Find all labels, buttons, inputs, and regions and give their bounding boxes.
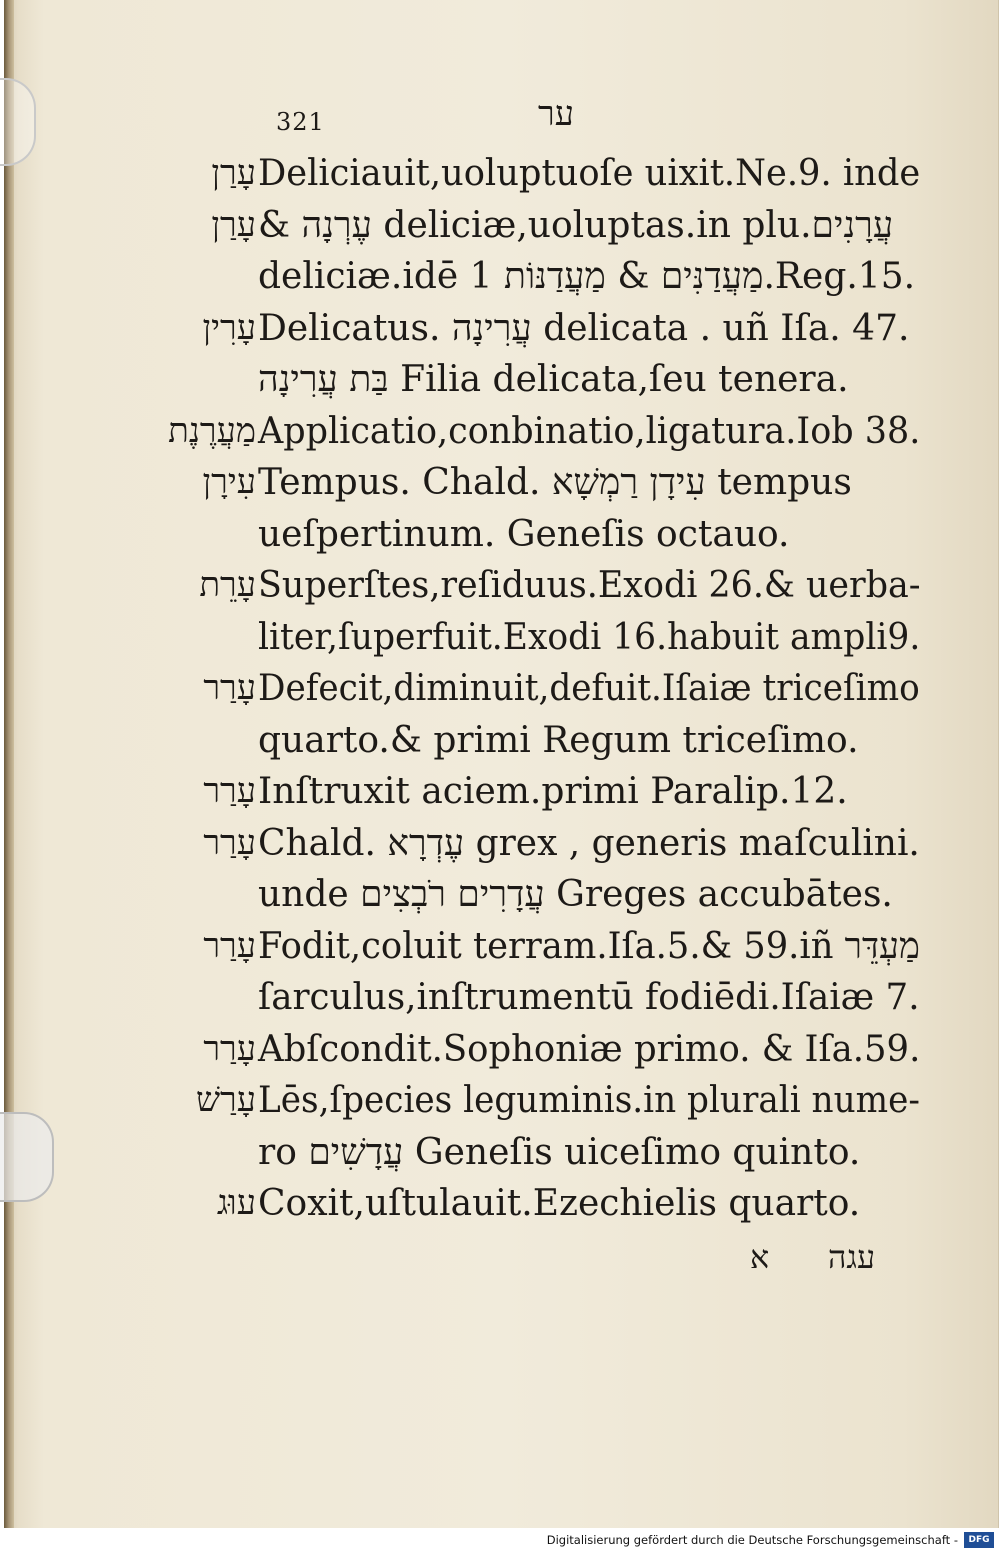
signature-mark: א: [750, 1237, 770, 1276]
entry-line: [180, 1178, 920, 1230]
entry-text: Chald. עֶדְרָא grex , generis maſculini.: [258, 822, 920, 864]
entry-line: [180, 457, 920, 509]
entry-text: deliciæ.idē מַעֲדַנִּים & מַעֲדַנּוֹת 1.Reg.15.: [258, 256, 916, 297]
entry-text: Defecit,diminuit,defuit.Iſaiæ triceſimo: [258, 668, 920, 709]
entry-headword: עָרֵת: [199, 565, 256, 605]
entry-text: Deliciauit,uoluptuoſe uixit.Ne.9. inde: [258, 153, 921, 194]
entry-line: [168, 406, 921, 458]
entry-line: [180, 972, 920, 1024]
entry-text: Lēs,ſpecies leguminis.in plurali nume-: [258, 1080, 920, 1121]
dictionary-entries: [168, 148, 921, 1230]
page-number: 321: [276, 108, 325, 136]
entry-headword: עָרַשׁ: [195, 1080, 256, 1120]
entry-text: Fodit,coluit terram.Iſa.5.& 59.iñ מַעְדֵּר: [258, 925, 920, 967]
entry-text: ſarculus,inſtrumentū fodiēdi.Iſaiæ 7.: [258, 977, 920, 1018]
entry-text: בַּת עֲרִינָה Filia delicata,ſeu tenera.: [258, 359, 849, 400]
entry-line: [180, 200, 920, 252]
entry-line: [180, 354, 920, 406]
catchword: עגה: [828, 1237, 876, 1276]
entry-headword: עָרַר: [203, 925, 256, 966]
entry-line: [180, 663, 920, 715]
running-head: [180, 92, 920, 148]
entry-text: Abſcondit.Sophoniæ primo. & Iſa.59.: [258, 1028, 921, 1070]
entry-headword: עָרַר: [203, 1028, 256, 1069]
entry-headword: עוּג: [216, 1183, 256, 1223]
entry-line: [180, 766, 920, 818]
running-head-letters: ער: [538, 94, 574, 134]
entry-text: quarto.& primi Regum triceſimo.: [258, 719, 859, 761]
page-gutter-edge: [4, 0, 14, 1528]
entry-line: [180, 869, 920, 921]
dfg-logo: DFG: [964, 1532, 994, 1548]
entry-headword: עָרַר: [203, 771, 256, 811]
entry-line: [180, 303, 920, 355]
funding-note: Digitalisierung gefördert durch die Deutsche Forschungsgemeinschaft -: [546, 1533, 958, 1547]
entry-line: [180, 148, 920, 200]
page-clip-top: [0, 78, 36, 166]
entry-line: [180, 612, 920, 664]
entry-text: ueſpertinum. Geneſis octauo.: [258, 513, 790, 555]
entry-line: [180, 1075, 920, 1127]
entry-line: [180, 1127, 920, 1179]
entry-text: unde עֲדָרִים רֹבְצִים Greges accubātes.: [258, 874, 893, 915]
entry-text: & עֶרְנָה deliciæ,uoluptas.in plu.עֲרָנִים: [258, 204, 894, 246]
entry-line: [180, 509, 920, 561]
page-foot: [180, 1238, 920, 1298]
digitization-footer: [0, 1528, 1000, 1553]
entry-headword: עָרַר: [203, 668, 256, 708]
entry-text: Applicatio,conbinatio,ligatura.Iob 38.: [258, 410, 921, 452]
entry-text: Coxit,uſtulauit.Ezechielis quarto.: [258, 1183, 861, 1224]
entry-text: Delicatus. עֲרִינָה delicata . uñ Iſa. 47.: [258, 307, 910, 349]
page-text-block: [168, 92, 921, 1298]
entry-text: Inſtruxit aciem.primi Paralip.12.: [258, 771, 848, 812]
entry-line: [180, 560, 920, 612]
page-clip-bottom: [0, 1112, 54, 1202]
entry-line: [180, 1024, 920, 1076]
entry-text: ro עֲדָשִׁים Geneſis uiceſimo quinto.: [258, 1131, 861, 1173]
entry-text: liter,ſuperfuit.Exodi 16.habuit ampli9.: [258, 616, 921, 658]
entry-headword: מַעֲרֶנֶת: [168, 410, 256, 451]
entry-line: [180, 818, 920, 870]
entry-headword: עִירָן: [202, 462, 256, 502]
entry-text: Superſtes,reſiduus.Exodi 26.& uerba-: [258, 565, 921, 606]
entry-headword: עָרַר: [203, 822, 256, 863]
entry-line: [180, 921, 920, 973]
entry-headword: עָרִין: [202, 307, 256, 348]
entry-line: [180, 715, 920, 767]
entry-text: Tempus. Chald. עִידָן רַמְשָׁא tempus: [258, 462, 852, 503]
entry-headword: עָרַן: [211, 153, 256, 193]
entry-line: [180, 251, 920, 303]
entry-headword: עָרַן: [211, 204, 256, 245]
